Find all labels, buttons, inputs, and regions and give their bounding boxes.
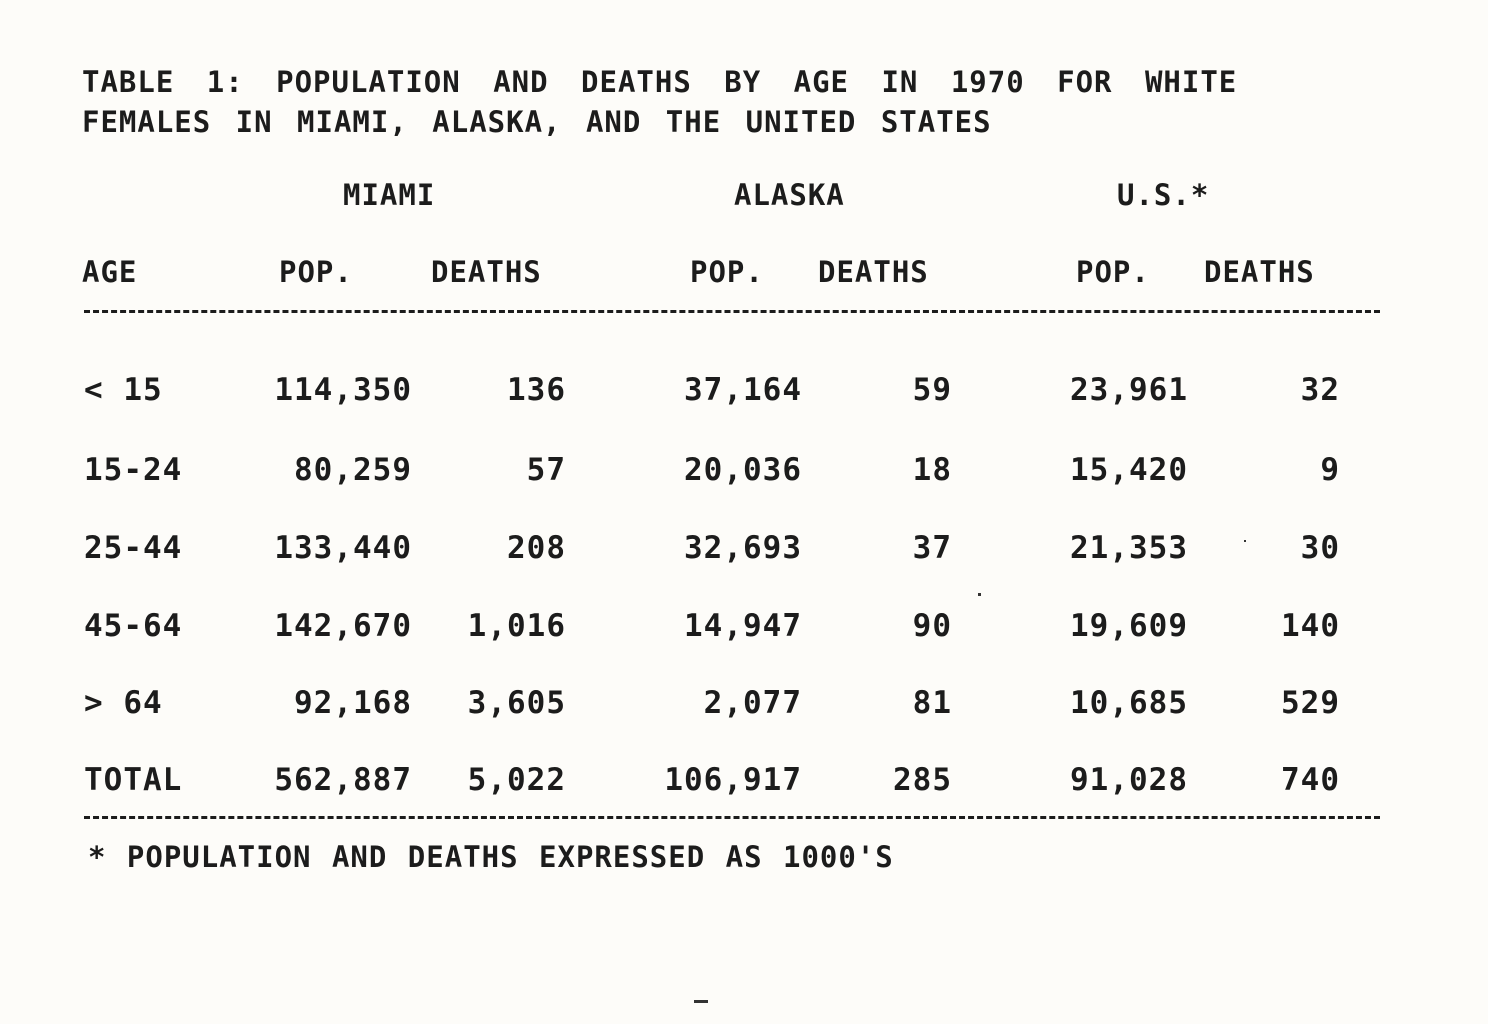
cell-age: 15-24 xyxy=(84,452,183,488)
table-title-line-1: TABLE 1: POPULATION AND DEATHS BY AGE IN 1970 FOR WHITE xyxy=(82,65,1238,99)
cell-alaska-pop: 32,693 xyxy=(684,530,802,566)
table-title xyxy=(82,62,1422,142)
cell-miami-deaths: 57 xyxy=(526,452,566,488)
cell-alaska-pop: 20,036 xyxy=(684,452,802,488)
cell-miami-deaths: 5,022 xyxy=(467,762,566,798)
table-row xyxy=(0,608,1488,648)
cell-miami-deaths: 3,605 xyxy=(467,685,566,721)
cell-miami-deaths: 208 xyxy=(507,530,566,566)
region-header-us: U.S.* xyxy=(1117,178,1210,212)
cell-alaska-pop: 2,077 xyxy=(703,685,802,721)
footer-rule xyxy=(84,816,1380,819)
cell-age: 25-44 xyxy=(84,530,183,566)
cell-us-deaths: 740 xyxy=(1281,762,1340,798)
column-header-us-pop: POP. xyxy=(1076,255,1150,289)
cell-us-pop: 19,609 xyxy=(1070,608,1188,644)
cell-miami-pop: 562,887 xyxy=(274,762,412,798)
cell-us-deaths: 140 xyxy=(1281,608,1340,644)
footnote: * POPULATION AND DEATHS EXPRESSED AS 1000'S xyxy=(88,840,894,874)
table-row-total xyxy=(0,762,1488,802)
cell-alaska-deaths: 59 xyxy=(912,372,952,408)
cell-age: 45-64 xyxy=(84,608,183,644)
cell-miami-pop: 133,440 xyxy=(274,530,412,566)
column-header-miami-deaths: DEATHS xyxy=(431,255,542,289)
scan-speck xyxy=(694,1000,708,1003)
cell-alaska-deaths: 81 xyxy=(912,685,952,721)
cell-us-pop: 23,961 xyxy=(1070,372,1188,408)
cell-miami-pop: 142,670 xyxy=(274,608,412,644)
cell-alaska-deaths: 37 xyxy=(912,530,952,566)
column-header-alaska-pop: POP. xyxy=(690,255,764,289)
cell-us-deaths: 32 xyxy=(1300,372,1340,408)
cell-alaska-pop: 106,917 xyxy=(664,762,802,798)
cell-miami-pop: 92,168 xyxy=(294,685,412,721)
cell-age: < 15 xyxy=(84,372,163,408)
region-header-miami: MIAMI xyxy=(343,178,436,212)
cell-alaska-deaths: 18 xyxy=(912,452,952,488)
cell-us-pop: 10,685 xyxy=(1070,685,1188,721)
scan-speck xyxy=(1244,540,1246,542)
column-header-age: AGE xyxy=(82,255,138,289)
header-rule xyxy=(84,310,1380,313)
cell-us-deaths: 9 xyxy=(1320,452,1340,488)
cell-miami-pop: 80,259 xyxy=(294,452,412,488)
table-row xyxy=(0,530,1488,570)
region-header-alaska: ALASKA xyxy=(734,178,845,212)
column-header-alaska-deaths: DEATHS xyxy=(818,255,929,289)
cell-miami-pop: 114,350 xyxy=(274,372,412,408)
cell-alaska-deaths: 285 xyxy=(893,762,952,798)
table-row xyxy=(0,685,1488,725)
cell-miami-deaths: 1,016 xyxy=(467,608,566,644)
cell-age: > 64 xyxy=(84,685,163,721)
cell-miami-deaths: 136 xyxy=(507,372,566,408)
table-row xyxy=(0,452,1488,492)
cell-us-pop: 15,420 xyxy=(1070,452,1188,488)
cell-us-deaths: 529 xyxy=(1281,685,1340,721)
cell-us-pop: 21,353 xyxy=(1070,530,1188,566)
table-row xyxy=(0,372,1488,412)
cell-alaska-pop: 14,947 xyxy=(684,608,802,644)
column-header-miami-pop: POP. xyxy=(279,255,353,289)
column-header-us-deaths: DEATHS xyxy=(1204,255,1315,289)
cell-alaska-deaths: 90 xyxy=(912,608,952,644)
cell-alaska-pop: 37,164 xyxy=(684,372,802,408)
table-title-line-2: FEMALES IN MIAMI, ALASKA, AND THE UNITED STATES xyxy=(82,105,992,139)
cell-us-deaths: 30 xyxy=(1300,530,1340,566)
cell-age: TOTAL xyxy=(84,762,183,798)
cell-us-pop: 91,028 xyxy=(1070,762,1188,798)
scan-speck xyxy=(978,593,981,596)
